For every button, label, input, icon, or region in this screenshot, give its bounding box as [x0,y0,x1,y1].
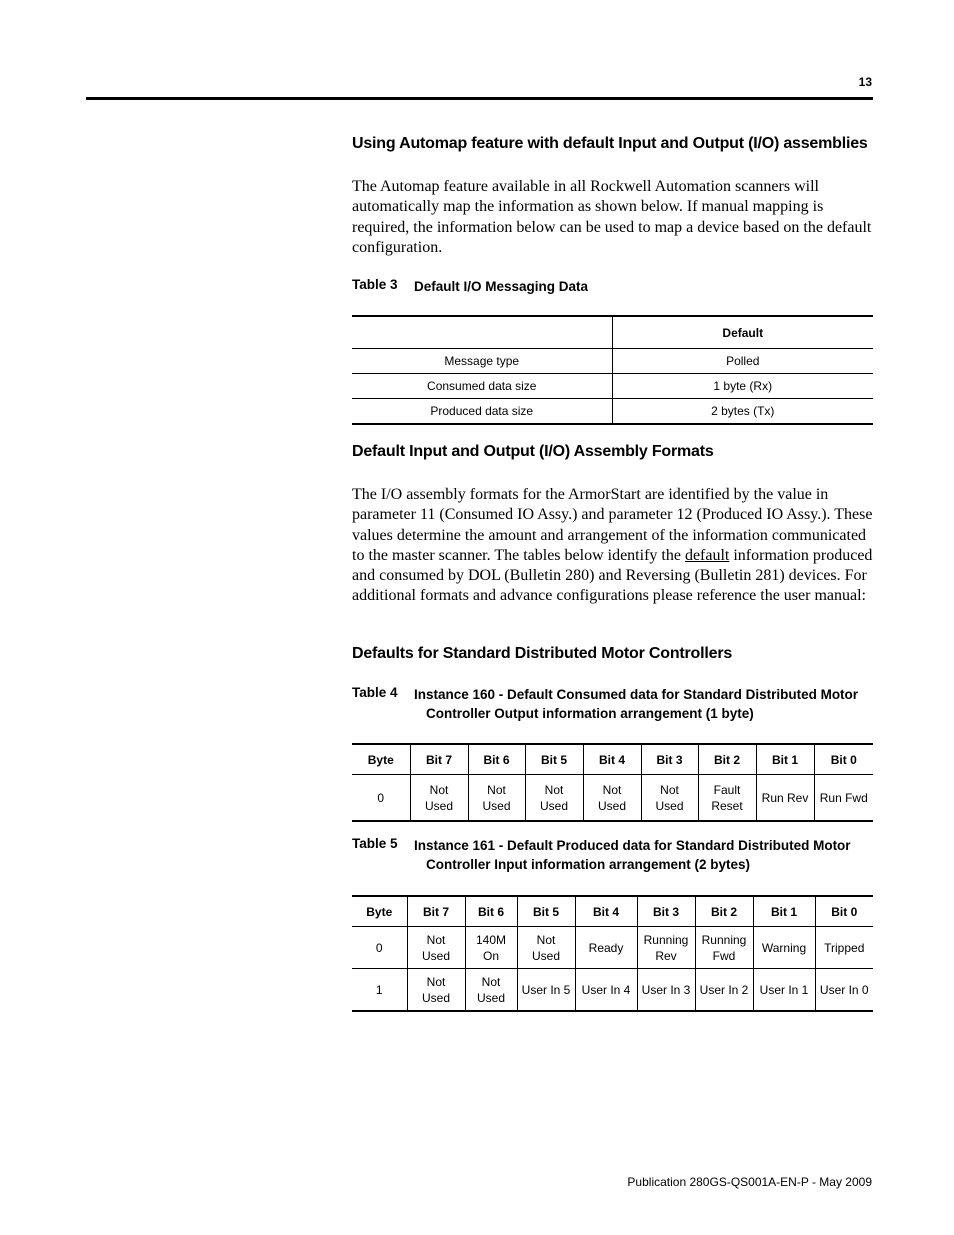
paragraph-underlined-text: default [684,546,730,564]
table-header-cell: Bit 0 [815,896,873,927]
section-heading-assembly-formats: Default Input and Output (I/O) Assembly Formats [352,443,714,460]
table-cell: Not Used [525,775,583,822]
header-rule [86,97,873,100]
table-cell: Ready [575,927,637,969]
table-header-row [352,896,873,927]
table-cell: Not Used [407,927,465,969]
table3-io-messaging [352,315,873,425]
table-cell: Warning [753,927,815,969]
table3-caption [352,277,588,296]
table-header-cell: Bit 2 [695,896,753,927]
table-cell: Not Used [468,775,525,822]
paragraph-text: The I/O assembly formats for the ArmorStart are identified by the value in parameter 11 (Consumed IO Assy.) and parameter 12 (Produced IO Assy.). These values determine the amount and arrangement of the information communicated to the master scanner. The tables below identify the [352,486,873,564]
table-row [352,349,873,374]
table-header-cell: Bit 7 [407,896,465,927]
table5-caption [352,836,851,874]
table-header-cell: Bit 5 [525,744,583,775]
section-heading-automap: Using Automap feature with default Input and Output (I/O) assemblies [352,135,868,152]
table3-title: Default I/O Messaging Data [414,279,589,294]
table5-title [414,836,851,874]
table-header-cell: Default [612,316,873,349]
table-header-cell: Bit 4 [583,744,641,775]
table-header-cell: Bit 2 [698,744,756,775]
table-row [352,969,873,1012]
table-cell: Not Used [517,927,575,969]
table-header-cell: Bit 0 [814,744,873,775]
table-cell: User In 3 [637,969,695,1012]
table-header-cell: Bit 3 [637,896,695,927]
table-header-cell: Bit 1 [756,744,814,775]
table5-number: Table 5 [352,836,398,851]
table-cell: 0 [352,927,407,969]
table-cell: Fault Reset [698,775,756,822]
table-cell: Running Fwd [695,927,753,969]
table-header-cell: Bit 1 [753,896,815,927]
table-cell: 2 bytes (Tx) [711,404,775,418]
table5-title-line1: Instance 161 - Default Produced data for Standard Distributed Motor [414,838,851,853]
table-cell: 140M On [465,927,517,969]
page-number: 13 [858,75,872,89]
table-row [352,374,873,399]
table-cell: User In 4 [575,969,637,1012]
table-header-cell: Bit 6 [468,744,525,775]
table-cell: User In 2 [695,969,753,1012]
table-cell: Not Used [583,775,641,822]
table-header-cell: Byte [352,744,410,775]
publication-footer: Publication 280GS-QS001A-EN-P - May 2009 [627,1175,872,1189]
table-cell: User In 5 [517,969,575,1012]
table-cell: User In 0 [819,982,869,997]
table-cell: Run Rev [756,775,814,822]
table-cell: Not Used [407,969,465,1012]
table-cell: Consumed data size [352,374,612,399]
section-heading-defaults: Defaults for Standard Distributed Motor Controllers [352,645,733,662]
paragraph-text: information produced and consumed by DOL (Bulletin 280) and Reversing (Bulletin 281) devices. For additional formats and advance configurations please reference the user manual: [352,546,873,605]
table-cell: Produced data size [352,399,612,425]
table-cell: Run Fwd [819,790,868,805]
table-row [352,927,873,969]
table-cell: Running Rev [637,927,695,969]
table-cell: 1 byte (Rx) [612,374,873,399]
table-cell: Not Used [410,775,468,822]
table4-title-line1: Instance 160 - Default Consumed data for Standard Distributed Motor [414,687,859,702]
table4-number: Table 4 [352,685,398,700]
table4-consumed-data [352,743,873,822]
table4-caption [352,685,858,723]
table-header-cell: Bit 7 [410,744,468,775]
table5-title-line2: Controller Input information arrangement (2 bytes) [426,857,751,872]
table-cell: 0 [352,775,410,822]
table4-title [414,685,858,723]
table-header-cell: Bit 5 [517,896,575,927]
table-header-cell: Bit 6 [465,896,517,927]
table-header-row [352,744,873,775]
assembly-formats-paragraph [352,485,873,607]
table-header-cell: Byte [352,896,407,927]
table-cell: 1 [352,969,407,1012]
table-header-row [352,316,873,349]
table-cell: Polled [612,349,873,374]
table3-number: Table 3 [352,277,398,292]
table4-title-line2: Controller Output information arrangement (1 byte) [426,706,754,721]
table-cell: Not Used [641,775,698,822]
table5-produced-data [352,895,873,1012]
table-cell: Message type [352,349,612,374]
automap-paragraph: The Automap feature available in all Rockwell Automation scanners will automatically map the information as shown below. If manual mapping is required, the information below can be used to map a device based on the default configuration. [352,178,872,256]
table-row [352,775,873,822]
table-header-cell: Bit 4 [575,896,637,927]
table-cell: Not Used [465,969,517,1012]
table-cell: User In 1 [753,969,815,1012]
table-cell: Tripped [815,927,873,969]
table-header-cell: Bit 3 [641,744,698,775]
table-row [352,399,873,425]
table-header-cell [352,316,612,349]
